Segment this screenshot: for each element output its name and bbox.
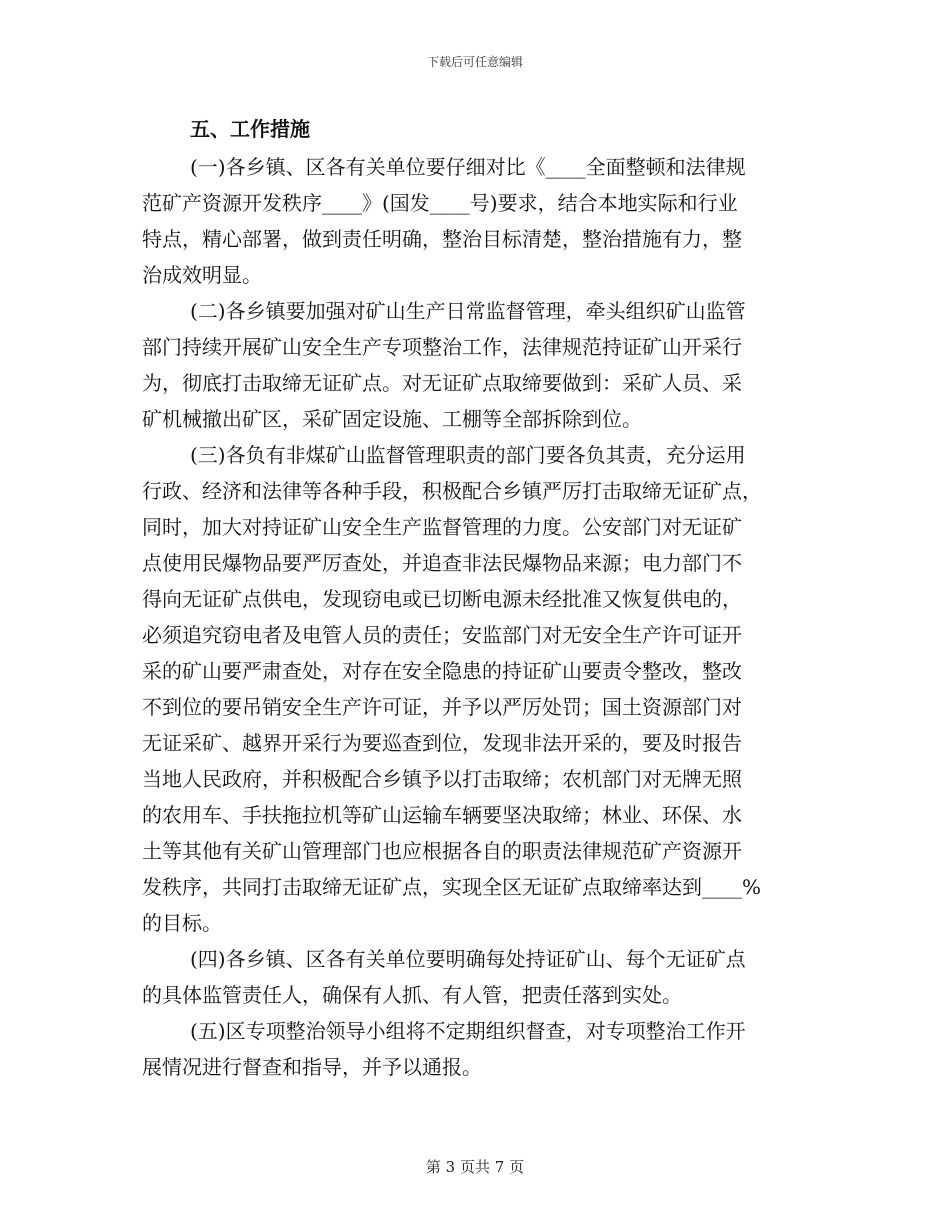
paragraph-line: 治成效明显。 <box>142 263 262 287</box>
paragraph-line: 行政、经济和法律等各种手段，积极配合乡镇严厉打击取缔无证矿点， <box>142 479 762 503</box>
paragraph-line: 无证采矿、越界开采行为要巡查到位，发现非法开采的，要及时报告 <box>142 731 742 755</box>
paragraph-line: 发秩序，共同打击取缔无证矿点，实现全区无证矿点取缔率达到____% <box>142 875 762 899</box>
paragraph-line: 不到位的要吊销安全生产许可证，并予以严厉处罚；国土资源部门对 <box>142 695 742 719</box>
paragraph-line: 特点，精心部署，做到责任明确，整治目标清楚，整治措施有力，整 <box>142 227 742 251</box>
paragraph-line: 同时，加大对持证矿山安全生产监督管理的力度。公安部门对无证矿 <box>142 515 742 539</box>
paragraph-line: 的具体监管责任人，确保有人抓、有人管，把责任落到实处。 <box>142 983 682 1007</box>
section-title: 五、工作措施 <box>190 117 310 141</box>
paragraph-line: (一)各乡镇、区各有关单位要仔细对比《____全面整顿和法律规 <box>190 155 746 179</box>
paragraph-line: 当地人民政府，并积极配合乡镇予以打击取缔；农机部门对无牌无照 <box>142 767 742 791</box>
paragraph-line: 的目标。 <box>142 911 222 935</box>
paragraph-line: 必须追究窃电者及电管人员的责任；安监部门对无安全生产许可证开 <box>142 623 742 647</box>
page-number-footer: 第 3 页共 7 页 <box>425 1158 525 1176</box>
paragraph-line: 矿机械撤出矿区，采矿固定设施、工棚等全部拆除到位。 <box>142 407 642 431</box>
paragraph-line: (二)各乡镇要加强对矿山生产日常监督管理，牵头组织矿山监管 <box>190 299 746 323</box>
paragraph-line: (五)区专项整治领导小组将不定期组织督查，对专项整治工作开 <box>190 1019 746 1043</box>
paragraph-line: 得向无证矿点供电，发现窃电或已切断电源未经批准又恢复供电的， <box>142 587 742 611</box>
paragraph-line: 点使用民爆物品要严厉查处，并追查非法民爆物品来源；电力部门不 <box>142 551 742 575</box>
paragraph-line: (四)各乡镇、区各有关单位要明确每处持证矿山、每个无证矿点 <box>190 947 746 971</box>
paragraph-line: 范矿产资源开发秩序____》(国发____号)要求，结合本地实际和行业 <box>142 191 738 215</box>
header-note: 下载后可任意编辑 <box>426 55 523 69</box>
paragraph-line: (三)各负有非煤矿山监督管理职责的部门要各负其责，充分运用 <box>190 443 746 467</box>
paragraph-line: 部门持续开展矿山安全生产专项整治工作，法律规范持证矿山开采行 <box>142 335 742 359</box>
paragraph-line: 土等其他有关矿山管理部门也应根据各自的职责法律规范矿产资源开 <box>142 839 742 863</box>
paragraph-line: 为，彻底打击取缔无证矿点。对无证矿点取缔要做到：采矿人员、采 <box>142 371 742 395</box>
paragraph-line: 采的矿山要严肃查处，对存在安全隐患的持证矿山要责令整改，整改 <box>142 659 742 683</box>
paragraph-line: 展情况进行督查和指导，并予以通报。 <box>142 1055 482 1079</box>
paragraph-line: 的农用车、手扶拖拉机等矿山运输车辆要坚决取缔；林业、环保、水 <box>142 803 742 827</box>
